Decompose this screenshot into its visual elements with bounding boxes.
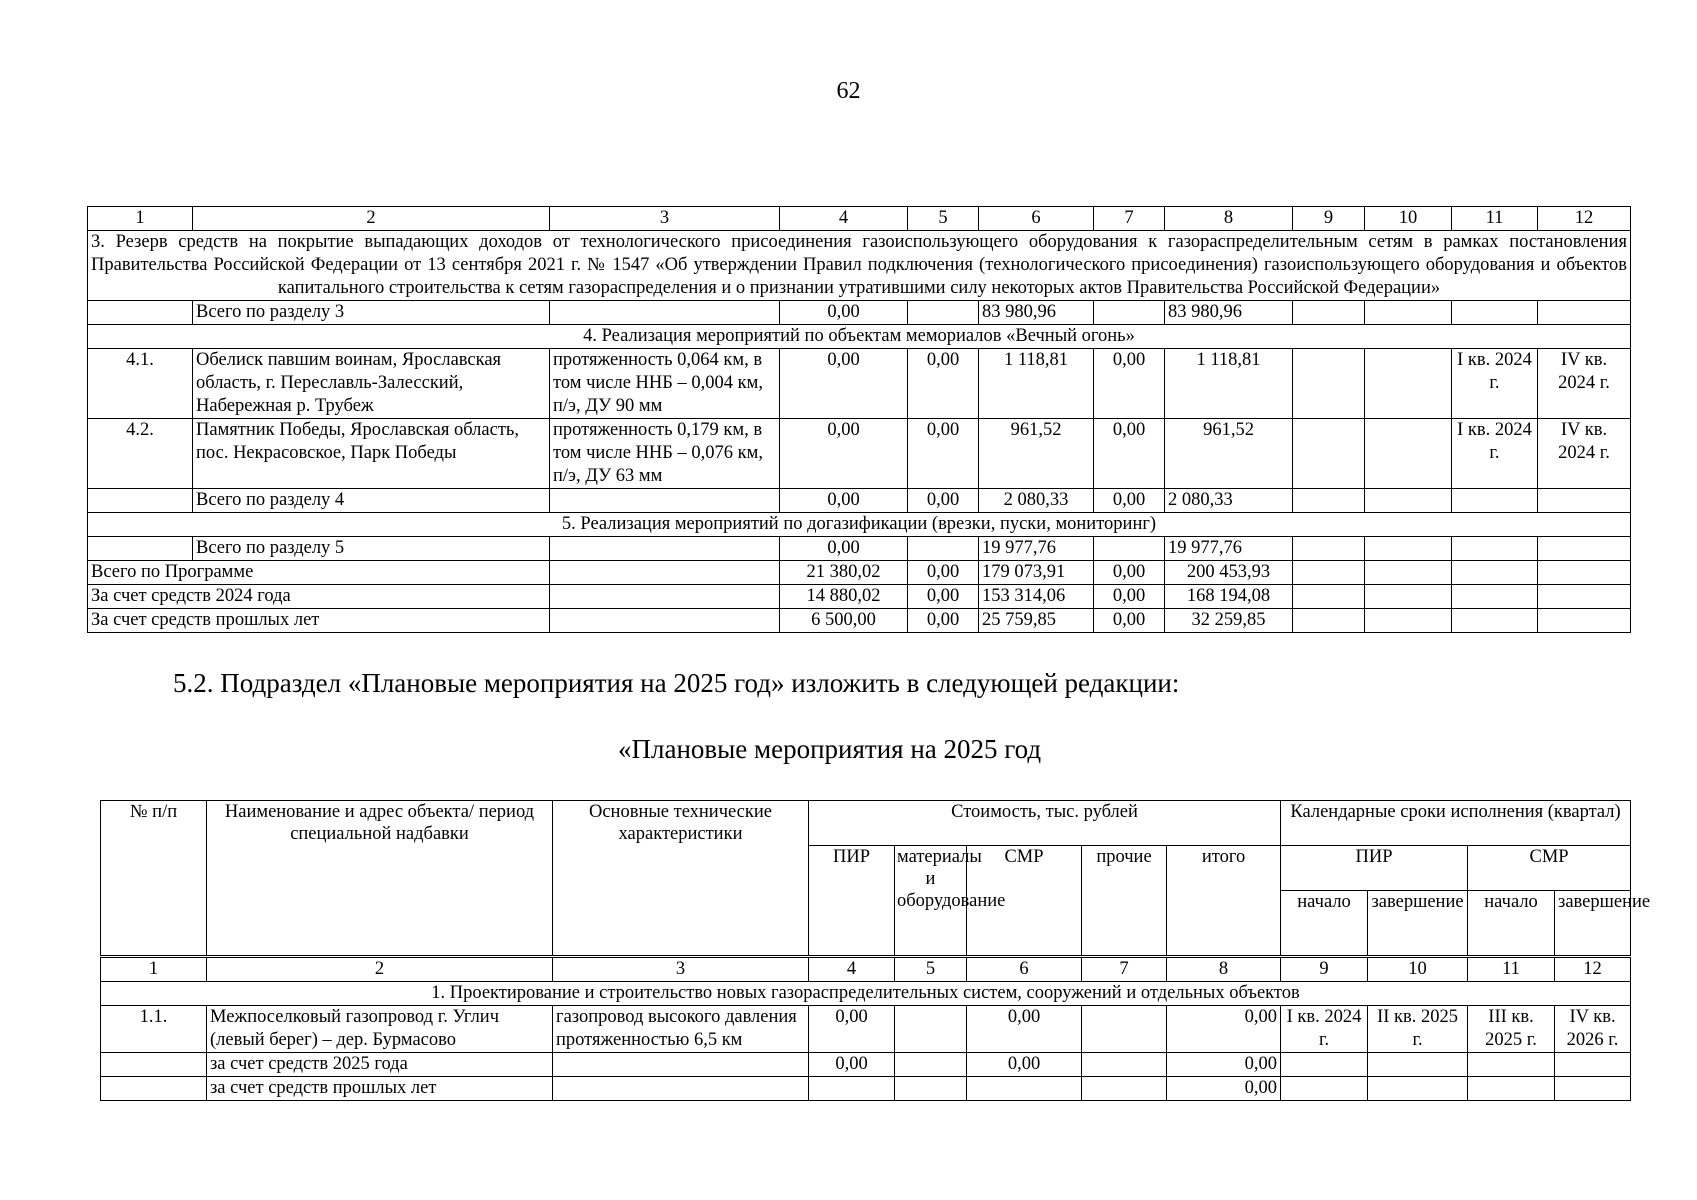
header-smr-end: завершение [1555,891,1631,957]
header-pir-dates: ПИР [1281,846,1468,891]
cell-pir: 0,00 [780,349,908,419]
cell-materials: 0,00 [908,609,979,633]
cell-materials: 0,00 [908,561,979,585]
header-dates: Календарные сроки исполнения (квартал) [1281,801,1631,846]
cell-smr-start: I кв. 2024 г. [1452,419,1538,489]
total-label: Всего по разделу 5 [193,537,550,561]
col-num: 8 [1167,957,1281,982]
cell-smr: 1 118,81 [979,349,1094,419]
object-name: Межпоселковый газопровод г. Углич (левый берег) – дер. Бурмасово [207,1006,553,1053]
total-label: За счет средств прошлых лет [88,609,550,633]
section-1-row [101,982,1631,1006]
row-number: 4.2. [88,419,193,489]
funding-2025-row [101,1053,1631,1077]
cell-other: 0,00 [1094,419,1165,489]
cell-smr: 2 080,33 [979,489,1094,513]
col-num: 10 [1365,207,1452,231]
cell-total: 0,00 [1167,1053,1281,1077]
tech-characteristics: протяженность 0,064 км, в том числе ННБ – 0,004 км, п/э, ДУ 90 мм [550,349,780,419]
header-pir-start: начало [1281,891,1368,957]
funding-label: за счет средств 2025 года [207,1053,553,1077]
cell-smr [967,1077,1082,1101]
cell-materials: 0,00 [908,349,979,419]
cell-pir-start [1293,349,1365,419]
total-label: За счет средств 2024 года [88,585,550,609]
total-label: Всего по разделу 3 [193,301,550,325]
section-4-title: 4. Реализация мероприятий по объектам мемориалов «Вечный огонь» [88,325,1631,349]
cell-pir [809,1077,895,1101]
section-1-title: 1. Проектирование и строительство новых газораспределительных систем, сооружений и отдельных объектов [101,982,1631,1006]
cell-pir-start: I кв. 2024 г. [1281,1006,1368,1053]
col-num: 6 [979,207,1094,231]
column-number-row [88,207,1631,231]
cell-pir: 6 500,00 [780,609,908,633]
table-row [88,419,1631,489]
cell-pir: 0,00 [780,301,908,325]
cell-smr: 19 977,76 [979,537,1094,561]
funding-2024-row [88,585,1631,609]
header-row-1 [101,801,1631,846]
header-total: итого [1167,846,1281,957]
cell-materials: 0,00 [908,489,979,513]
row-number: 1.1. [101,1006,207,1053]
cell-materials: 0,00 [908,419,979,489]
header-smr-dates: СМР [1468,846,1631,891]
program-total-row [88,561,1631,585]
section-4-row [88,325,1631,349]
total-section-4-row [88,489,1631,513]
col-num: 10 [1368,957,1468,982]
column-number-row [101,957,1631,982]
section-heading: «Плановые мероприятия на 2025 год [618,734,1042,764]
col-num: 5 [908,207,979,231]
header-name: Наименование и адрес объекта/ период специальной надбавки [207,801,553,957]
cell-total: 961,52 [1165,419,1293,489]
total-label: Всего по Программе [88,561,550,585]
col-num: 3 [553,957,809,982]
cell-total: 32 259,85 [1165,609,1293,633]
cell-other [1094,301,1165,325]
cell-materials [908,537,979,561]
cell-smr-end: IV кв. 2026 г. [1555,1006,1631,1053]
cell-other: 0,00 [1094,609,1165,633]
section-5-title: 5. Реализация мероприятий по догазификации (врезки, пуски, мониторинг) [88,513,1631,537]
cell-other: 0,00 [1094,585,1165,609]
cell-materials: 0,00 [908,585,979,609]
cell-smr: 0,00 [967,1053,1082,1077]
cell-smr-start: I кв. 2024 г. [1452,349,1538,419]
col-num: 2 [193,207,550,231]
header-cost: Стоимость, тыс. рублей [809,801,1281,846]
col-num: 1 [101,957,207,982]
col-num: 8 [1165,207,1293,231]
col-num: 9 [1281,957,1368,982]
col-num: 7 [1094,207,1165,231]
funding-past-years-row [101,1077,1631,1101]
cell-total: 168 194,08 [1165,585,1293,609]
cell-pir-end: II кв. 2025 г. [1368,1006,1468,1053]
cell-total: 83 980,96 [1165,301,1293,325]
cell-pir: 0,00 [809,1053,895,1077]
table-row [88,349,1631,419]
header-other: прочие [1082,846,1167,957]
tech-characteristics: протяженность 0,179 км, в том числе ННБ – 0,076 км, п/э, ДУ 63 мм [550,419,780,489]
cell-materials [908,301,979,325]
cell-total: 1 118,81 [1165,349,1293,419]
section-3-row [88,231,1631,301]
header-smr: СМР [967,846,1082,957]
section-5-row [88,513,1631,537]
col-num: 9 [1293,207,1365,231]
cell-smr: 25 759,85 [979,609,1094,633]
row-number: 4.1. [88,349,193,419]
program-table [87,206,1631,633]
cell-total: 19 977,76 [1165,537,1293,561]
amendment-paragraph: 5.2. Подраздел «Плановые мероприятия на 2025 год» изложить в следующей редакции: [173,668,1180,698]
cell-smr: 153 314,06 [979,585,1094,609]
cell-pir-end [1365,349,1452,419]
total-label: Всего по разделу 4 [193,489,550,513]
cell-total: 200 453,93 [1165,561,1293,585]
page-number: 62 [836,78,861,104]
tech-characteristics: газопровод высокого давления протяженностью 6,5 км [553,1006,809,1053]
col-num: 1 [88,207,193,231]
cell-pir: 0,00 [780,489,908,513]
cell-other: 0,00 [1094,349,1165,419]
col-num: 12 [1538,207,1631,231]
object-name: Памятник Победы, Ярославская область, пос. Некрасовское, Парк Победы [193,419,550,489]
cell-pir-start [1293,419,1365,489]
cell-smr: 83 980,96 [979,301,1094,325]
cell-smr: 961,52 [979,419,1094,489]
col-num: 4 [780,207,908,231]
header-pir-end: завершение [1368,891,1468,957]
cell-total: 2 080,33 [1165,489,1293,513]
col-num: 4 [809,957,895,982]
total-section-3-row [88,301,1631,325]
cell-other [1094,537,1165,561]
cell-smr-end: IV кв. 2024 г. [1538,419,1631,489]
object-name: Обелиск павшим воинам, Ярославская область, г. Переславль-Залесский, Набережная р. Трубеж [193,349,550,419]
funding-label: за счет средств прошлых лет [207,1077,553,1101]
total-section-5-row [88,537,1631,561]
cell-total: 0,00 [1167,1077,1281,1101]
planned-activities-table [100,800,1651,1101]
col-num: 11 [1452,207,1538,231]
cell-pir: 0,00 [809,1006,895,1053]
cell-smr-end: IV кв. 2024 г. [1538,349,1631,419]
header-pir: ПИР [809,846,895,957]
cell-smr: 179 073,91 [979,561,1094,585]
header-smr-start: начало [1468,891,1555,957]
cell-other: 0,00 [1094,561,1165,585]
cell-smr: 0,00 [967,1006,1082,1053]
table-row [101,1006,1631,1053]
cell-other: 0,00 [1094,489,1165,513]
cell-pir: 0,00 [780,537,908,561]
cell-pir-end [1365,419,1452,489]
col-num: 6 [967,957,1082,982]
cell-pir: 0,00 [780,419,908,489]
cell-other [1082,1006,1167,1053]
col-num: 7 [1082,957,1167,982]
section-3-title: 3. Резерв средств на покрытие выпадающих доходов от технологического присоединения газоиспользующего оборудования к газораспределительным сетям в рамках постановления Правительства Российской Федерации от 13 сентября 2021 г. № 1547 «Об утверждении Правил подключения (технологического присоединения) газоиспользующего оборудования и объектов капитального строительства к сетям газораспределения и о признании утратившими силу некоторых актов Правительства Российской Федерации» [88,231,1631,301]
col-num: 3 [550,207,780,231]
header-materials: материалы и оборудование [895,846,967,957]
cell-pir: 14 880,02 [780,585,908,609]
col-num: 11 [1468,957,1555,982]
col-num: 5 [895,957,967,982]
cell-smr-start: III кв. 2025 г. [1468,1006,1555,1053]
header-tech: Основные технические характеристики [553,801,809,957]
funding-past-years-row [88,609,1631,633]
col-num: 2 [207,957,553,982]
cell-total: 0,00 [1167,1006,1281,1053]
col-num: 12 [1555,957,1631,982]
cell-pir: 21 380,02 [780,561,908,585]
cell-materials [895,1006,967,1053]
header-num: № п/п [101,801,207,957]
